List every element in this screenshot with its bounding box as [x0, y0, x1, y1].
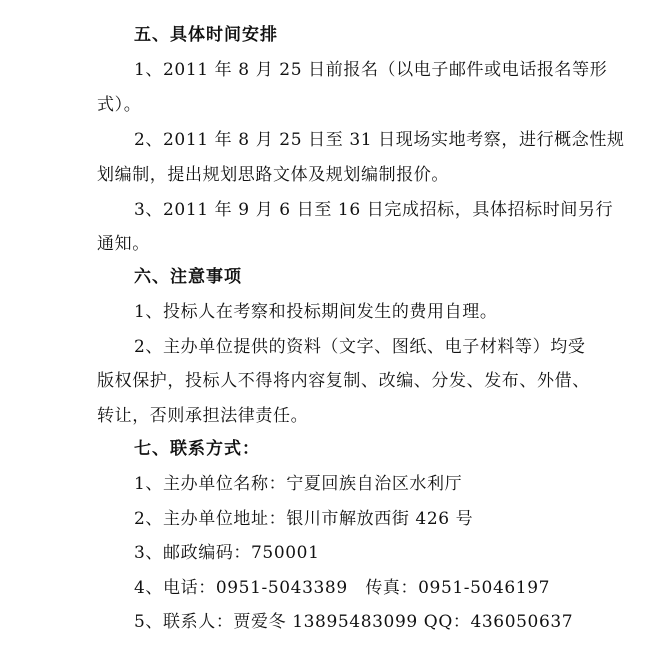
schedule-item-1-line-1: 1、2011 年 8 月 25 日前报名（以电子邮件或电话报名等形	[134, 60, 608, 80]
contact-organizer-address: 2、主办单位地址：银川市解放西街 426 号	[134, 509, 474, 529]
section-heading-notes: 六、注意事项	[134, 267, 242, 287]
schedule-item-3-line-1: 3、2011 年 9 月 6 日至 16 日完成招标，具体招标时间另行	[134, 200, 614, 220]
schedule-item-2-line-1: 2、2011 年 8 月 25 日至 31 日现场实地考察，进行概念性规	[134, 130, 625, 150]
section-heading-contact: 七、联系方式：	[134, 439, 260, 459]
contact-phone-fax: 4、电话：0951-5043389 传真：0951-5046197	[134, 578, 551, 598]
contact-postal-code: 3、邮政编码：750001	[134, 543, 320, 563]
notes-item-1-line-1: 1、投标人在考察和投标期间发生的费用自理。	[134, 302, 498, 322]
notes-item-2-line-1: 2、主办单位提供的资料（文字、图纸、电子材料等）均受	[134, 337, 586, 357]
notes-item-2-line-2: 版权保护，投标人不得将内容复制、改编、分发、发布、外借、	[97, 371, 590, 391]
contact-person: 5、联系人：贾爱冬 13895483099 QQ：436050637	[134, 612, 574, 632]
schedule-item-3-line-2: 通知。	[97, 234, 150, 254]
section-heading-schedule: 五、具体时间安排	[134, 25, 278, 45]
contact-organizer-name: 1、主办单位名称：宁夏回族自治区水利厅	[134, 474, 463, 494]
schedule-item-2-line-2: 划编制，提出规划思路文体及规划编制报价。	[97, 165, 449, 185]
notes-item-2-line-3: 转让，否则承担法律责任。	[97, 406, 309, 426]
schedule-item-1-line-2: 式）。	[97, 95, 142, 115]
